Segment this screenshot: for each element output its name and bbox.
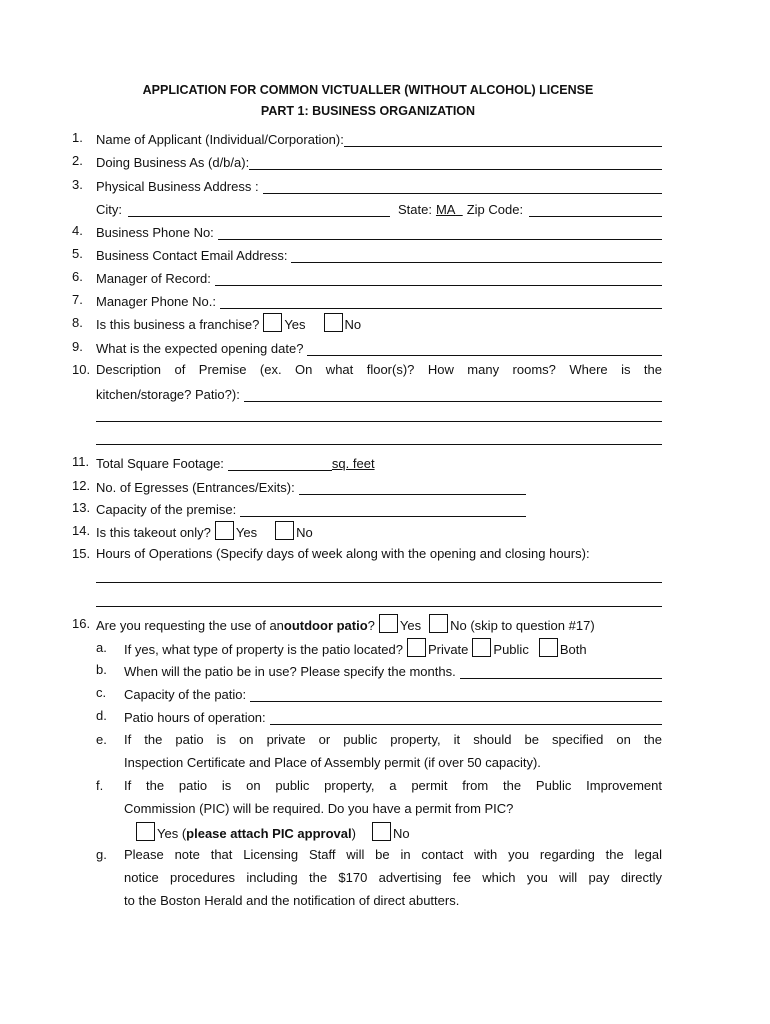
- q13-num: 13.: [72, 500, 91, 515]
- pic-yes-close: ): [351, 826, 356, 841]
- q1-row: [96, 127, 662, 147]
- property-both-checkbox[interactable]: [539, 638, 558, 657]
- q16e-line1: If the patio is on private or public property, it should be specified on the: [124, 732, 662, 747]
- property-public-checkbox[interactable]: [472, 638, 491, 657]
- q9-label: What is the expected opening date?: [96, 341, 304, 356]
- q5-num: 5.: [72, 246, 83, 261]
- q3-num: 3.: [72, 177, 83, 192]
- form-title: APPLICATION FOR COMMON VICTUALLER (WITHOUT ALCOHOL) LICENSE: [142, 83, 594, 97]
- q16-label-pre: Are you requesting the use of an: [96, 618, 284, 633]
- dba-field[interactable]: [249, 154, 662, 170]
- q16g-letter: g.: [96, 847, 107, 862]
- takeout-yes-label: Yes: [235, 525, 258, 540]
- q14-num: 14.: [72, 523, 91, 538]
- pic-row: [136, 821, 410, 841]
- q2-row: [96, 150, 662, 170]
- patio-no-checkbox[interactable]: [429, 614, 448, 633]
- q16g-line1: Please note that Licensing Staff will be in contact with you regarding the legal: [124, 847, 662, 862]
- q14-label: Is this takeout only?: [96, 525, 211, 540]
- address-field[interactable]: [263, 178, 662, 194]
- q16c-letter: c.: [96, 685, 107, 700]
- q16a-label: If yes, what type of property is the patio located?: [124, 642, 403, 657]
- q12-label: No. of Egresses (Entrances/Exits):: [96, 480, 295, 495]
- q1-label: Name of Applicant (Individual/Corporation):: [96, 132, 344, 147]
- q13-label: Capacity of the premise:: [96, 502, 237, 517]
- q16f-line1: If the patio is on public property, a permit from the Public Improvement: [124, 778, 662, 793]
- q16g-line3: to the Boston Herald and the notification of direct abutters.: [124, 893, 460, 908]
- state-label: State:: [398, 202, 432, 217]
- q16c-row: [124, 682, 662, 702]
- q16e-line2: Inspection Certificate and Place of Assembly permit (if over 50 capacity).: [124, 755, 541, 770]
- property-private-label: Private: [427, 642, 469, 657]
- q4-label: Business Phone No:: [96, 225, 214, 240]
- q3-label: Physical Business Address :: [96, 179, 259, 194]
- city-label: City:: [96, 202, 122, 217]
- q12-row: [96, 475, 526, 495]
- q5-row: [96, 243, 662, 263]
- franchise-no-checkbox[interactable]: [324, 313, 343, 332]
- q10-num: 10.: [72, 362, 91, 377]
- patio-yes-checkbox[interactable]: [379, 614, 398, 633]
- q5-label: Business Contact Email Address:: [96, 248, 288, 263]
- hours-field-2[interactable]: [96, 591, 662, 607]
- q16-num: 16.: [72, 616, 91, 631]
- q7-label: Manager Phone No.:: [96, 294, 216, 309]
- franchise-yes-checkbox[interactable]: [263, 313, 282, 332]
- q7-row: [96, 289, 662, 309]
- zip-label: Zip Code:: [466, 202, 524, 217]
- q16f-line2: Commission (PIC) will be required. Do you have a permit from PIC?: [124, 801, 514, 816]
- takeout-no-checkbox[interactable]: [275, 521, 294, 540]
- q9-num: 9.: [72, 339, 83, 354]
- q6-num: 6.: [72, 269, 83, 284]
- patio-no-label: No (skip to question #17): [450, 618, 595, 633]
- q7-num: 7.: [72, 292, 83, 307]
- q2-label: Doing Business As (d/b/a):: [96, 155, 250, 170]
- pic-no-label: No: [392, 826, 410, 841]
- q16-row: [96, 613, 595, 633]
- q1-num: 1.: [72, 130, 83, 145]
- q6-label: Manager of Record:: [96, 271, 211, 286]
- q4-row: [96, 220, 662, 240]
- manager-field[interactable]: [215, 270, 662, 286]
- q16b-row: [124, 659, 662, 679]
- q16b-label: When will the patio be in use? Please specify the months.: [124, 664, 456, 679]
- city-field[interactable]: [128, 201, 390, 217]
- q11-label: Total Square Footage:: [96, 456, 224, 471]
- q12-num: 12.: [72, 478, 91, 493]
- q16d-row: [124, 705, 662, 725]
- franchise-no-label: No: [344, 317, 362, 332]
- q8-num: 8.: [72, 315, 83, 330]
- q16a-letter: a.: [96, 640, 107, 655]
- q8-label: Is this business a franchise?: [96, 317, 260, 332]
- q11-num: 11.: [72, 454, 90, 469]
- q2-num: 2.: [72, 153, 83, 168]
- square-footage-field[interactable]: [228, 455, 332, 471]
- q16c-label: Capacity of the patio:: [124, 687, 247, 702]
- q11-row: [96, 451, 375, 471]
- patio-capacity-field[interactable]: [250, 686, 662, 702]
- pic-no-checkbox[interactable]: [372, 822, 391, 841]
- property-both-label: Both: [559, 642, 587, 657]
- q6-row: [96, 266, 662, 286]
- manager-phone-field[interactable]: [220, 293, 662, 309]
- q14-row: [96, 520, 313, 540]
- q10-row: [96, 382, 662, 402]
- takeout-no-label: No: [296, 525, 313, 540]
- patio-hours-field[interactable]: [270, 709, 662, 725]
- franchise-yes-label: Yes: [284, 317, 306, 332]
- business-phone-field[interactable]: [218, 224, 662, 240]
- egresses-field[interactable]: [299, 479, 526, 495]
- q16d-letter: d.: [96, 708, 107, 723]
- premise-field-3[interactable]: [96, 429, 662, 445]
- property-private-checkbox[interactable]: [407, 638, 426, 657]
- q15-num: 15.: [72, 546, 91, 561]
- q10-line2: kitchen/storage? Patio?):: [96, 387, 240, 402]
- q16-label-bold: outdoor patio: [283, 618, 368, 633]
- pic-yes-label: Yes (: [157, 826, 187, 841]
- state-value: MA: [435, 202, 456, 217]
- applicant-name-field[interactable]: [344, 131, 662, 147]
- premise-field-2[interactable]: [96, 406, 662, 422]
- q10-line1: Description of Premise (ex. On what floor(s)? How many rooms? Where is the: [96, 362, 662, 377]
- q16d-label: Patio hours of operation:: [124, 710, 266, 725]
- pic-yes-bold: please attach PIC approval: [186, 826, 352, 841]
- opening-date-field[interactable]: [307, 340, 662, 356]
- sq-feet-unit: sq. feet: [331, 456, 375, 471]
- zip-field[interactable]: [529, 201, 662, 217]
- q15-label: Hours of Operations (Specify days of week along with the opening and closing hours):: [96, 546, 590, 561]
- email-field[interactable]: [291, 247, 662, 263]
- premise-field-1[interactable]: [244, 386, 662, 402]
- patio-months-field[interactable]: [460, 663, 662, 679]
- q3-row: [96, 174, 662, 194]
- patio-yes-label: Yes: [399, 618, 422, 633]
- q16b-letter: b.: [96, 662, 107, 677]
- pic-yes-checkbox[interactable]: [136, 822, 155, 841]
- q16g-line2: notice procedures including the $170 advertising fee which you will pay directly: [124, 870, 662, 885]
- q16f-letter: f.: [96, 778, 104, 793]
- q16e-letter: e.: [96, 732, 107, 747]
- q8-row: [96, 312, 361, 332]
- q16a-row: [124, 637, 587, 657]
- q16-label-post: ?: [367, 618, 375, 633]
- capacity-field[interactable]: [240, 501, 526, 517]
- form-part-title: PART 1: BUSINESS ORGANIZATION: [260, 104, 476, 118]
- q9-row: [96, 336, 662, 356]
- property-public-label: Public: [493, 642, 529, 657]
- q4-num: 4.: [72, 223, 83, 238]
- takeout-yes-checkbox[interactable]: [215, 521, 234, 540]
- city-row: [96, 197, 662, 217]
- hours-field-1[interactable]: [96, 567, 662, 583]
- q13-row: [96, 497, 526, 517]
